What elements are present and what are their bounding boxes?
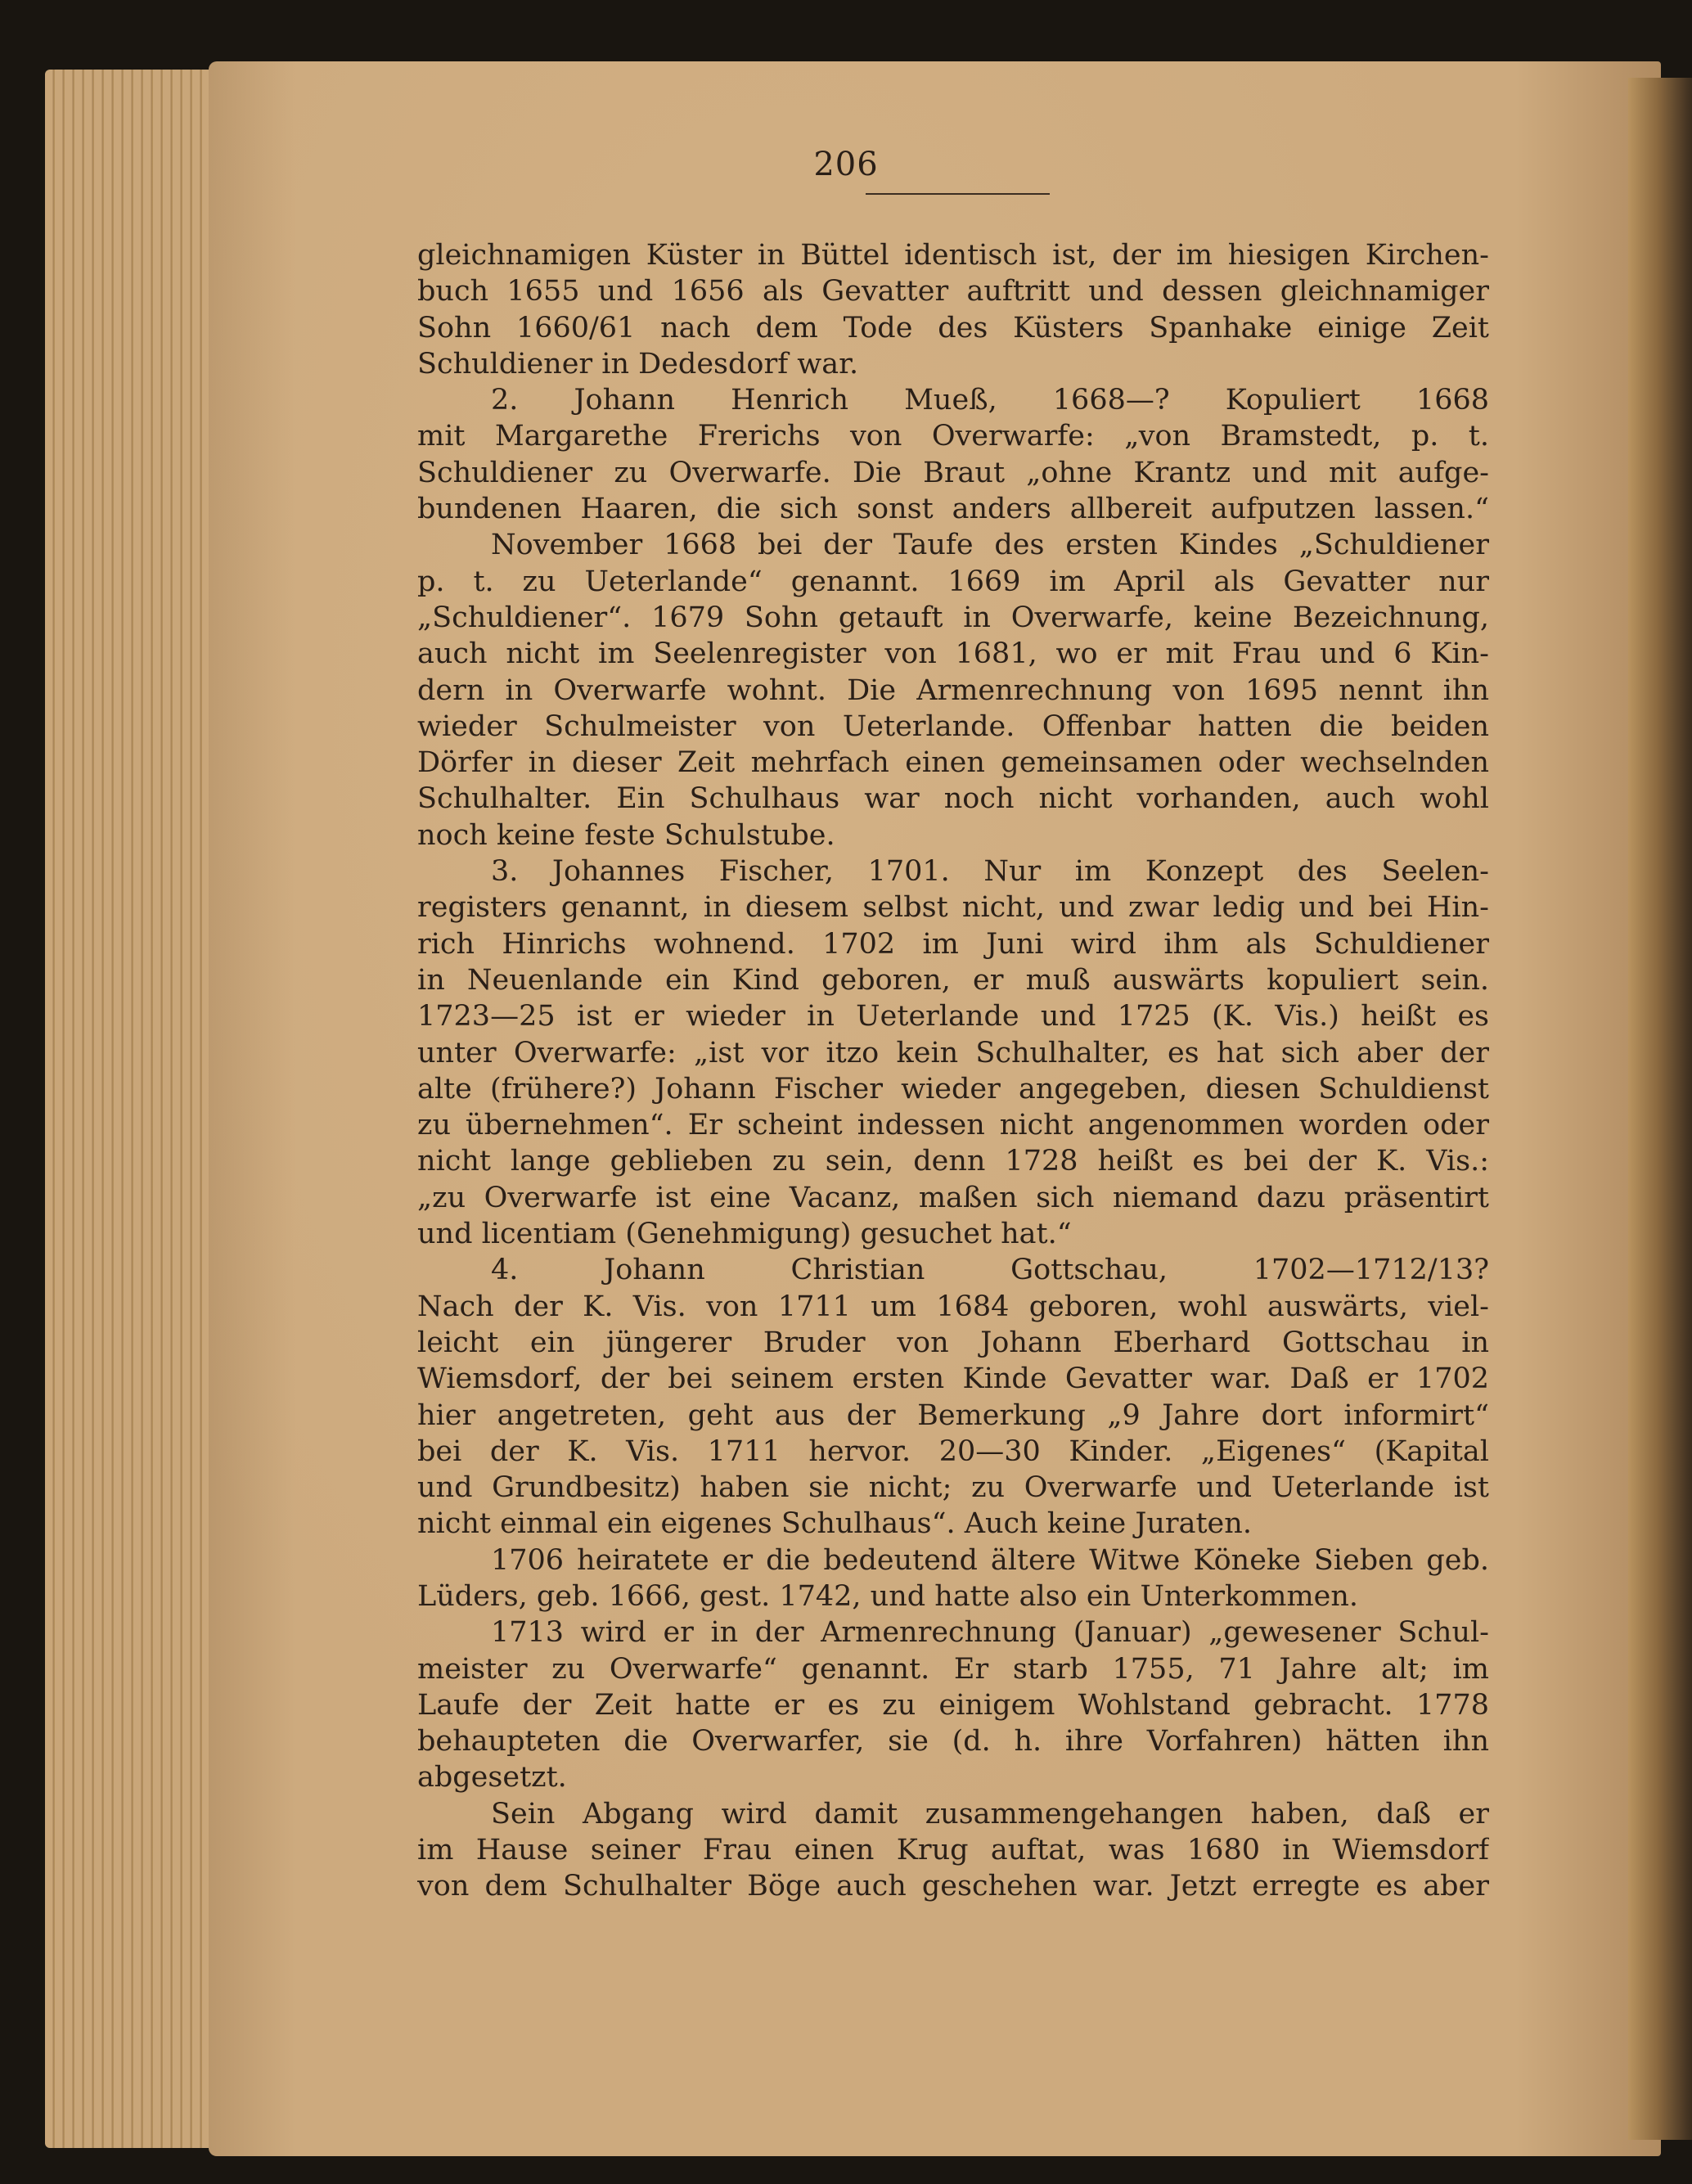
text-line: Nach der K. Vis. von 1711 um 1684 geboren, wohl auswärts, viel- (417, 1290, 1489, 1323)
text-line: im Hause seiner Frau einen Krug auftat, was 1680 in Wiemsdorf (417, 1834, 1489, 1867)
text-line: nicht einmal ein eigenes Schulhaus“. Auch keine Juraten. (417, 1507, 1252, 1541)
text-line: von dem Schulhalter Böge auch geschehen war. Jetzt erregte es aber (417, 1870, 1489, 1903)
text-line: mit Margarethe Frerichs von Overwarfe: „von Bramstedt, p. t. (417, 420, 1489, 453)
text-line: bundenen Haaren, die sich sonst anders allbereit aufputzen lassen.“ (417, 493, 1489, 526)
text-line: 1706 heiratete er die bedeutend ältere Witwe Köneke Sieben geb. (491, 1543, 1489, 1577)
page-number: 206 (813, 146, 879, 183)
text-line: Sein Abgang wird damit zusammengehangen haben, daß er (491, 1797, 1489, 1831)
text-line: 3. Johannes Fischer, 1701. Nur im Konzept des Seelen- (491, 855, 1489, 889)
text-line: November 1668 bei der Taufe des ersten Kindes „Schuldiener (491, 529, 1489, 562)
body-text (417, 237, 1489, 1905)
text-line: alte (frühere?) Johann Fischer wieder angegeben, diesen Schuldienst (417, 1072, 1489, 1106)
text-line: Schulhalter. Ein Schulhaus war noch nicht vorhanden, auch wohl (417, 782, 1489, 816)
text-line: 1723—25 ist er wieder in Ueterlande und 1725 (K. Vis.) heißt es (417, 1000, 1489, 1033)
text-line: p. t. zu Ueterlande“ genannt. 1669 im April als Gevatter nur (417, 565, 1489, 598)
text-line: Schuldiener zu Overwarfe. Die Braut „ohne Krantz und mit aufge- (417, 456, 1489, 489)
text-line: 4. Johann Christian Gottschau, 1702—1712/13? (491, 1254, 1489, 1287)
text-line: in Neuenlande ein Kind geboren, er muß auswärts kopuliert sein. (417, 963, 1489, 997)
text-line: wieder Schulmeister von Ueterlande. Offenbar hatten die beiden (417, 709, 1489, 743)
text-line: abgesetzt. (417, 1761, 567, 1794)
text-line: Dörfer in dieser Zeit mehrfach einen gemeinsamen oder wechselnden (417, 746, 1489, 780)
text-line: hier angetreten, geht aus der Bemerkung „9 Jahre dort informirt“ (417, 1398, 1489, 1432)
book-spine (1628, 78, 1692, 2140)
text-line: behaupteten die Overwarfer, sie (d. h. ihre Vorfahren) hätten ihn (417, 1725, 1489, 1758)
text-line: rich Hinrichs wohnend. 1702 im Juni wird ihm als Schuldiener (417, 927, 1489, 961)
background-corner (1481, 0, 1595, 65)
text-line: „Schuldiener“. 1679 Sohn getauft in Overwarfe, keine Bezeichnung, (417, 601, 1489, 634)
text-line: Laufe der Zeit hatte er es zu einigem Wohlstand gebracht. 1778 (417, 1688, 1489, 1722)
text-line: unter Overwarfe: „ist vor itzo kein Schulhalter, es hat sich aber der (417, 1036, 1489, 1069)
text-line: meister zu Overwarfe“ genannt. Er starb 1755, 71 Jahre alt; im (417, 1652, 1489, 1686)
text-line: zu übernehmen“. Er scheint indessen nicht angenommen worden oder (417, 1109, 1489, 1142)
text-line: dern in Overwarfe wohnt. Die Armenrechnung von 1695 nennt ihn (417, 673, 1489, 707)
text-line: und licentiam (Genehmigung) gesuchet hat.“ (417, 1218, 1072, 1251)
text-line: auch nicht im Seelenregister von 1681, wo er mit Frau und 6 Kin- (417, 637, 1489, 671)
header-rule (866, 193, 1050, 195)
text-line: gleichnamigen Küster in Büttel identisch ist, der im hiesigen Kirchen- (417, 239, 1489, 272)
text-line: nicht lange geblieben zu sein, denn 1728 heißt es bei der K. Vis.: (417, 1145, 1489, 1178)
text-line: und Grundbesitz) haben sie nicht; zu Overwarfe und Ueterlande ist (417, 1471, 1489, 1505)
text-line: Lüders, geb. 1666, gest. 1742, und hatte also ein Unterkommen. (417, 1579, 1359, 1613)
text-line: Schuldiener in Dedesdorf war. (417, 347, 859, 381)
text-line: 2. Johann Henrich Mueß, 1668—? Kopuliert 1668 (491, 384, 1489, 417)
text-line: buch 1655 und 1656 als Gevatter auftritt und dessen gleichnamiger (417, 275, 1489, 308)
text-line: leicht ein jüngerer Bruder von Johann Eberhard Gottschau in (417, 1326, 1489, 1359)
text-line: registers genannt, in diesem selbst nicht, und zwar ledig und bei Hin- (417, 891, 1489, 925)
text-line: „zu Overwarfe ist eine Vacanz, maßen sich niemand dazu präsentirt (417, 1181, 1489, 1214)
text-line: Sohn 1660/61 nach dem Tode des Küsters Spanhake einige Zeit (417, 311, 1489, 344)
text-line: Wiemsdorf, der bei seinem ersten Kinde Gevatter war. Daß er 1702 (417, 1362, 1489, 1396)
page-edge-stack (45, 70, 229, 2148)
text-line: noch keine feste Schulstube. (417, 818, 835, 852)
text-line: 1713 wird er in der Armenrechnung (Januar) „gewesener Schul- (491, 1616, 1489, 1650)
text-line: bei der K. Vis. 1711 hervor. 20—30 Kinder. „Eigenes“ (Kapital (417, 1434, 1489, 1468)
